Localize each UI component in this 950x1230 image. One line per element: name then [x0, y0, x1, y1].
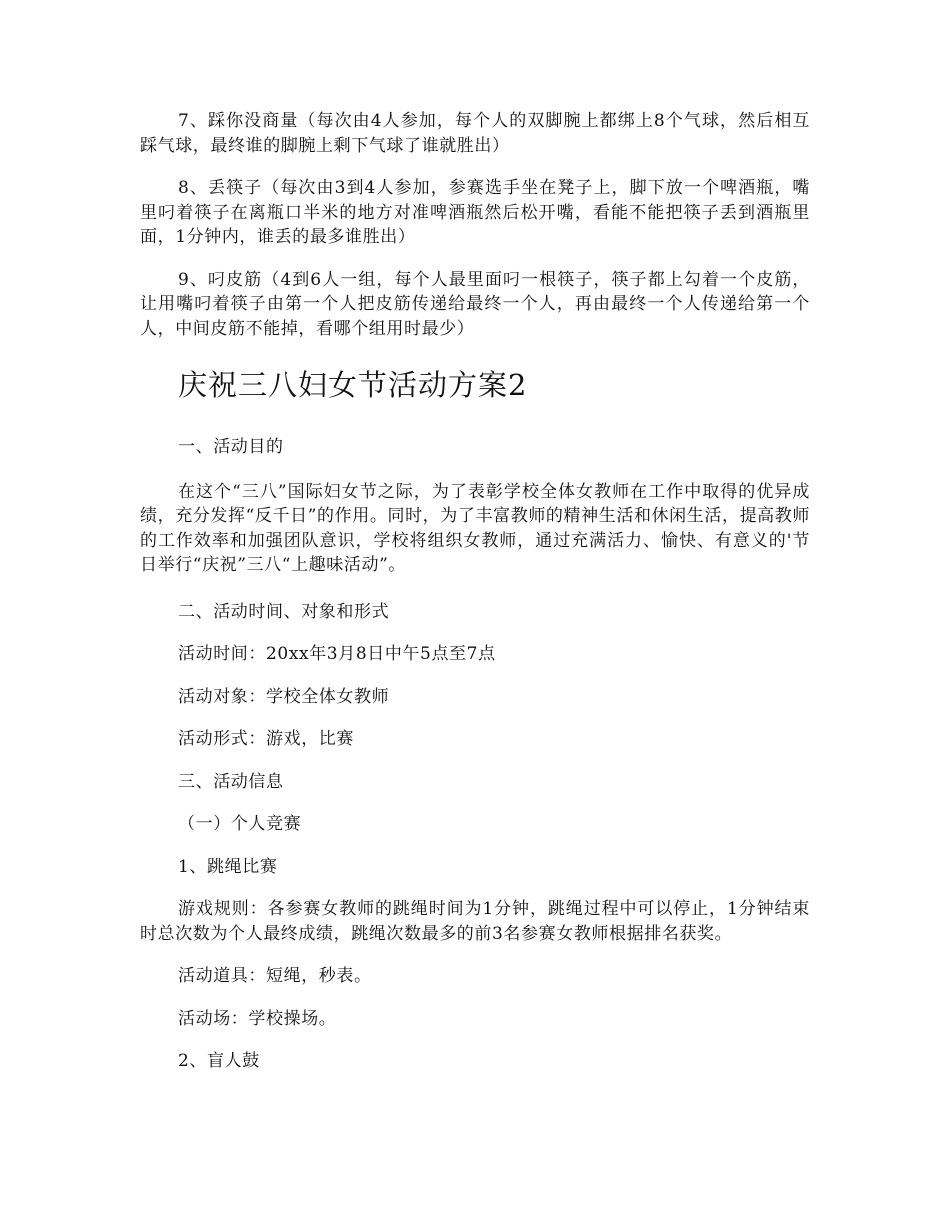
activity-form: 活动形式：游戏，比赛: [178, 729, 354, 749]
list-item-8: 8、丢筷子（每次由3到4人参加，参赛选手坐在凳子上，脚下放一个啤酒瓶，嘴里叼着筷子在离瓶口半米的地方对准啤酒瓶然后松开嘴，看能不能把筷子丢到酒瓶里面，1分钟内，谁丢的最多谁胜出）: [140, 178, 810, 247]
section-body-purpose: 在这个“三八”国际妇女节之际，为了表彰学校全体女教师在工作中取得的优异成绩，充分发挥“反千日”的作用。同时，为了丰富教师的精神生活和休闲生活，提高教师的工作效率和加强团队意识，学校将组织女教师，通过充满活力、愉快、有意义的'节日举行“庆祝”三八“上趣味活动”。: [140, 481, 810, 575]
list-item-7: 7、踩你没商量（每次由4人参加，每个人的双脚腕上都绑上8个气球，然后相互踩气球，最终谁的脚腕上剩下气球了谁就胜出）: [140, 111, 810, 156]
section-title-info: 三、活动信息: [178, 771, 284, 792]
jump-rope-rules: 游戏规则：各参赛女教师的跳绳时间为1分钟，跳绳过程中可以停止，1分钟结束时总次数为个人最终成绩，跳绳次数最多的前3名参赛女教师根据排名获奖。: [140, 899, 810, 944]
jump-rope-venue: 活动场：学校操场。: [178, 1008, 337, 1029]
document-content: [140, 109, 810, 1074]
item-title-blind-drum: 2、盲人鼓: [178, 1051, 260, 1071]
activity-target: 活动对象：学校全体女教师: [178, 686, 390, 707]
document-heading: 庆祝三八妇女节活动方案2: [178, 368, 528, 402]
section-title-purpose: 一、活动目的: [178, 437, 284, 457]
activity-time: 活动时间：20xx年3月8日中午5点至7点: [178, 644, 496, 664]
list-item-9: 9、叼皮筋（4到6人一组，每个人最里面叼一根筷子，筷子都上勾着一个皮筋，让用嘴叼着筷子由第一个人把皮筋传递给最终一个人，再由最终一个人传递给第一个人，中间皮筋不能掉，看哪个组用时最少）: [140, 269, 810, 339]
subsection-title-individual: （一）个人竞赛: [178, 814, 302, 834]
section-title-time-target-form: 二、活动时间、对象和形式: [178, 601, 390, 622]
item-title-jump-rope: 1、跳绳比赛: [178, 856, 278, 877]
jump-rope-props: 活动道具：短绳，秒表。: [178, 966, 372, 986]
